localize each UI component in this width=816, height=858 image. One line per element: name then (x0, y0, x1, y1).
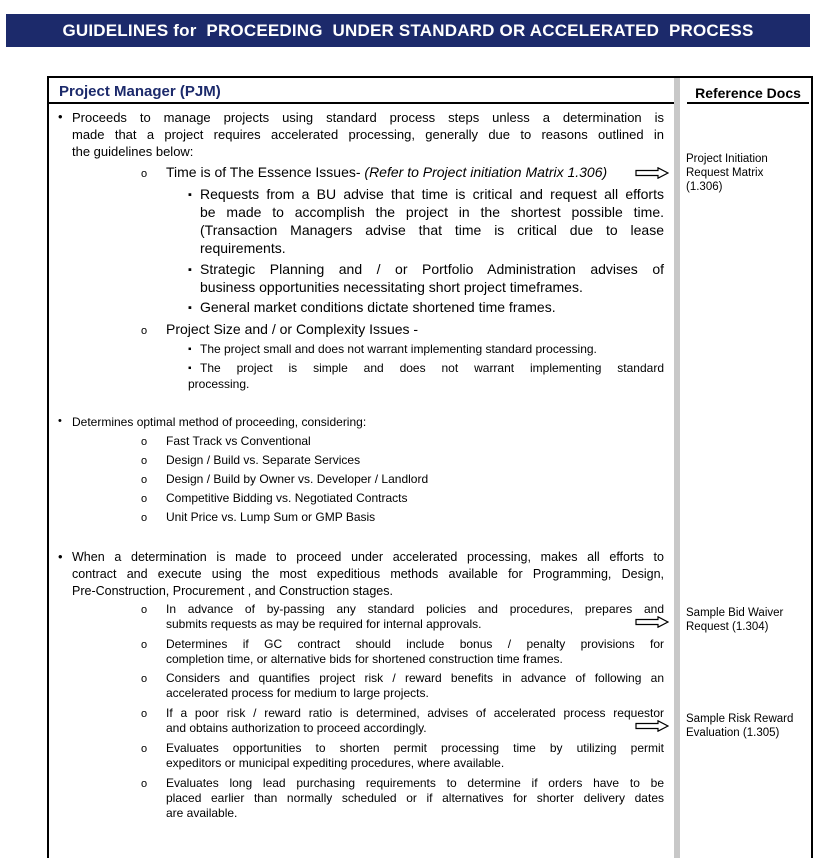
circle-marker: o (141, 474, 148, 486)
arrow-right-icon (635, 720, 669, 732)
column-header-project-manager: Project Manager (PJM) (49, 78, 674, 104)
circle-marker: o (141, 604, 148, 616)
s3-i6-line2: placed earlier than normally scheduled or if alternatives for shorter delivery dates (166, 791, 664, 805)
s2-intro: Determines optimal method of proceeding, considering: (72, 415, 367, 429)
s3-i3-line2: accelerated process for medium to large projects. (166, 686, 429, 700)
time-essence-heading (166, 164, 607, 182)
ref-bid-waiver-line1: Sample Bid Waiver (686, 607, 784, 619)
s3-i6-line3: are available. (166, 806, 238, 820)
square-marker: ▪ (188, 302, 192, 314)
square-marker: ▪ (188, 189, 192, 201)
circle-marker: o (141, 708, 148, 720)
size-complexity-heading: Project Size and / or Complexity Issues - (166, 321, 419, 337)
s3-i2-line1: Determines if GC contract should include bonus / penalty provisions for (166, 637, 664, 651)
s1-b1-line3: (Transaction Managers advise that time is critical due to lease (200, 222, 664, 238)
s1-c1: The project small and does not warrant implementing standard processing. (200, 342, 597, 356)
square-marker: ▪ (188, 264, 192, 276)
time-essence-label: Time is of The Essence Issues- (166, 164, 365, 180)
s1-b1-line2: be made to accomplish the project in the shortest possible time. (200, 204, 664, 220)
circle-marker: o (141, 455, 148, 467)
square-marker: ▪ (188, 344, 192, 355)
s2-item: Unit Price vs. Lump Sum or GMP Basis (166, 510, 376, 524)
column-header-reference-docs: Reference Docs (687, 78, 809, 104)
s3-i1-line2: submits requests as may be required for internal approvals. (166, 617, 482, 631)
circle-marker: o (141, 639, 148, 651)
arrow-right-icon (635, 616, 669, 628)
circle-marker: o (141, 436, 148, 448)
s3-i1-line1: In advance of by-passing any standard policies and procedures, prepares and (166, 602, 664, 616)
ref-project-initiation-line2: Request Matrix (686, 167, 764, 179)
s1-b3: General market conditions dictate shortened time frames. (200, 299, 556, 315)
s1-line1: Proceeds to manage projects using standard process steps unless a determination is (72, 110, 664, 125)
s3-i6-line1: Evaluates long lead purchasing requirements to determine if orders have to be (166, 776, 664, 790)
circle-marker: o (141, 673, 148, 685)
s2-item: Fast Track vs Conventional (166, 434, 311, 448)
bullet-marker: • (58, 549, 63, 564)
circle-marker: o (141, 493, 148, 505)
circle-marker: o (141, 168, 148, 180)
s1-c2-line1: The project is simple and does not warrant implementing standard (200, 361, 664, 375)
s3-i4-line2: and obtains authorization to proceed accordingly. (166, 721, 427, 735)
s3-i3-line1: Considers and quantifies project risk / reward benefits in advance of following an (166, 671, 664, 685)
s1-b2-line1: Strategic Planning and / or Portfolio Administration advises of (200, 261, 664, 277)
circle-marker: o (141, 743, 148, 755)
ref-project-initiation-line1: Project Initiation (686, 153, 768, 165)
arrow-right-icon (635, 167, 669, 179)
s2-item: Design / Build by Owner vs. Developer / Landlord (166, 472, 429, 486)
s1-c2-line2: processing. (188, 377, 250, 391)
column-divider (674, 78, 680, 858)
s1-line2: made that a project requires accelerated processing, generally due to reasons outlined in (72, 127, 664, 142)
bullet-marker: • (58, 415, 62, 427)
s3-i4-line1: If a poor risk / reward ratio is determined, advises of accelerated process requestor (166, 706, 664, 720)
s1-b1-line4: requirements. (200, 240, 286, 256)
ref-risk-reward-line1: Sample Risk Reward (686, 713, 794, 725)
circle-marker: o (141, 325, 148, 337)
s3-line1: When a determination is made to proceed under accelerated processing, makes all efforts to (72, 550, 664, 564)
s1-b1-line1: Requests from a BU advise that time is critical and request all efforts (200, 186, 664, 202)
s3-i5-line2: expeditors or municipal expediting procedures, where available. (166, 756, 505, 770)
s3-i2-line2: completion time, or alternative bids for shortened construction time frames. (166, 652, 563, 666)
s3-i5-line1: Evaluates opportunities to shorten permit processing time by utilizing permit (166, 741, 664, 755)
s1-line3: the guidelines below: (72, 144, 194, 159)
s3-line3: Pre-Construction, Procurement , and Construction stages. (72, 584, 393, 598)
circle-marker: o (141, 512, 148, 524)
time-essence-reference: (Refer to Project initiation Matrix 1.306) (364, 164, 608, 180)
s1-b2-line2: business opportunities necessitating short project timeframes. (200, 279, 583, 295)
page-banner-title: GUIDELINES for PROCEEDING UNDER STANDARD OR ACCELERATED PROCESS (6, 14, 810, 47)
square-marker: ▪ (188, 363, 192, 374)
s2-item: Competitive Bidding vs. Negotiated Contracts (166, 491, 408, 505)
ref-bid-waiver-line2: Request (1.304) (686, 621, 769, 633)
ref-project-initiation-line3: (1.306) (686, 181, 723, 193)
bullet-marker: • (58, 109, 63, 124)
s3-line2: contract and execute using the most expeditious methods available for Programming, Design, (72, 567, 664, 581)
ref-risk-reward-line2: Evaluation (1.305) (686, 727, 780, 739)
circle-marker: o (141, 778, 148, 790)
s2-item: Design / Build vs. Separate Services (166, 453, 361, 467)
